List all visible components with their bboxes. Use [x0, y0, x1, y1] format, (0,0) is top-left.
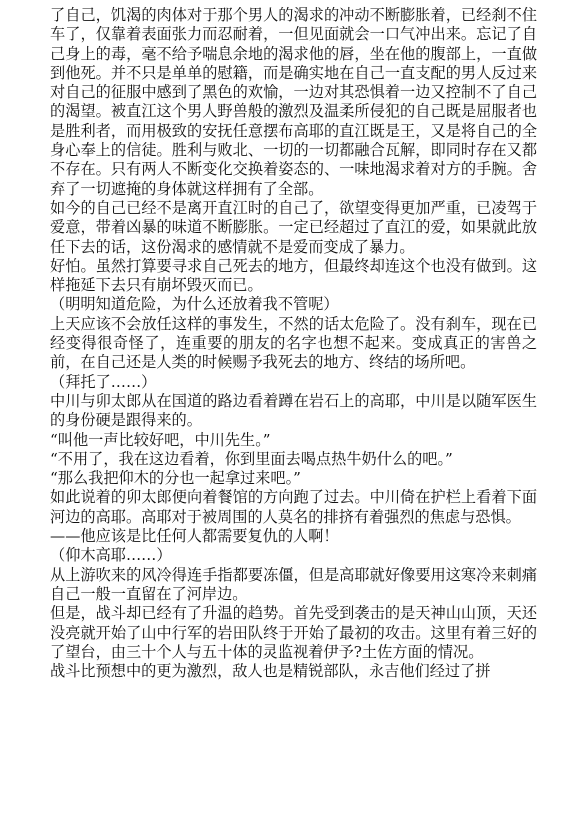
paragraph-2: 如今的自己已经不是离开直江时的自己了，欲望变得更加严重，已凌驾于爱意，带着凶暴的味道不断膨胀。一定已经超过了直江的爱，如果就此放任下去的话，这份渴求的感情就不是爱而变成了暴力。	[50, 198, 537, 256]
paragraph-12: ——他应该是比任何人都需要复仇的人啊！	[50, 527, 339, 546]
paragraph-13: （仰木高耶……）	[50, 546, 172, 565]
paragraph-7: 中川与卯太郎从在国道的路边看着蹲在岩石上的高耶，中川是以随军医生的身份硬是跟得来的。	[50, 391, 537, 430]
paragraph-3: 好怕。虽然打算要寻求自己死去的地方，但最终却连这个也没有做到。这样拖延下去只有崩坏毁灭而已。	[50, 256, 537, 295]
paragraph-5: 上天应该不会放任这样的事发生，不然的话太危险了。没有刹车，现在已经变得很奇怪了，连重要的朋友的名字也想不起来。变成真正的害兽之前，在自己还是人类的时候赐予我死去的地方、终结的场所吧。	[50, 314, 537, 372]
paragraph-6: （拜托了……）	[50, 372, 157, 391]
paragraph-8: “叫他一声比较好吧，中川先生。”	[50, 430, 271, 449]
paragraph-11: 如此说着的卯太郎便向着餐馆的方向跑了过去。中川倚在护栏上看着下面河边的高耶。高耶对于被周围的人莫名的排挤有着强烈的焦虑与恐惧。	[50, 488, 537, 526]
paragraph-14: 从上游吹来的风冷得连手指都要冻僵，但是高耶就好像要用这寒冷来刺痛自己一般一直留在了河岸边。	[50, 565, 537, 603]
paragraph-15: 但是，战斗却已经有了升温的趋势。首先受到袭击的是天神山山顶，天还没亮就开始了山中行军的岩田队终于开始了最初的攻击。这里有着三好的了望台，由三十个人与五十体的灵监视着伊予?土佐方面的情况。	[50, 604, 537, 661]
paragraph-1: 了自己，饥渴的肉体对于那个男人的渴求的冲动不断膨胀着，已经刹不住车了，仅靠着表面张力而忍耐着，一但见面就会一口气冲出来。忘记了自己身上的毒，毫不给予喘息余地的渴求他的唇，坐在他的腹部上，一直做到他死。并不只是单单的慰籍，而是确实地在自己一直支配的男人反过来对自己的征服中感到了黑色的欢愉，一边对其恐惧着一边又控制不了自己的渴望。被直江这个男人野兽般的激烈及温柔所侵犯的自己既是屈服者也是胜利者，而用极致的安抚任意摆布高耶的直江既是王，又是将自己的全身心奉上的信徒。胜利与败北、一切的一切都融合瓦解，即同时存在又都不存在。只有两人不断变化交换着姿态的、一味地渴求着对方的手腕。舍弃了一切遮掩的身体就这样拥有了全部。	[50, 6, 537, 198]
paragraph-16: 战斗比预想中的更为激烈，敌人也是精锐部队，永吉他们经过了拼	[50, 662, 491, 681]
paragraph-4: （明明知道危险，为什么还放着我不管呢）	[50, 295, 339, 314]
paragraph-9: “不用了，我在这边看着，你到里面去喝点热牛奶什么的吧。”	[50, 449, 453, 468]
paragraph-10: “那么我把仰木的分也一起拿过来吧。”	[50, 469, 301, 488]
